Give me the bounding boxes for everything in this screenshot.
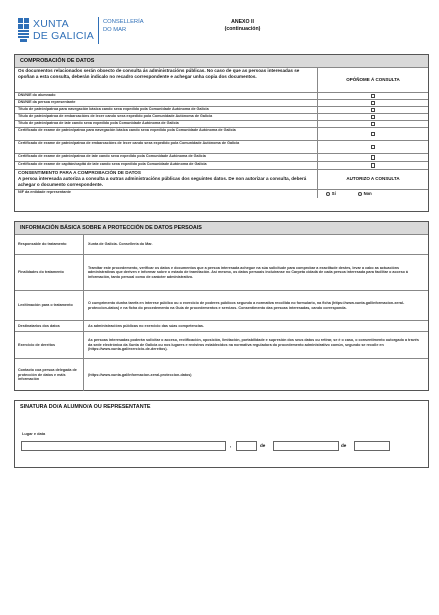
data-protection-section: [14, 221, 429, 391]
xunta-logo: [17, 17, 177, 47]
authorize-column-header: AUTORIZO A CONSULTA: [317, 170, 428, 189]
verification-row: [15, 153, 428, 161]
privacy-row-value: O cumprimento dunha tarefa en interese público ou o exercicio de poderes públicos segundo a normativa recollida no formulario, na ficha (https://www.xunta.gal/informacion-xeral-proteccion-datos) e na ficha do procedemento na Guía de procedementos e servizos. Consentimento das persoas interesadas, cando corresponda.: [83, 291, 428, 320]
logo-line-2: DE GALICIA: [33, 30, 94, 42]
logo-divider: [98, 17, 99, 44]
privacy-row: [15, 358, 428, 391]
consent-block: [15, 170, 317, 189]
consent-item-label: NIF da entidade representante: [18, 190, 71, 195]
oppose-column-header: OPÓÑOME Á CONSULTA: [317, 68, 428, 92]
privacy-row: [15, 290, 428, 320]
oppose-checkbox[interactable]: [371, 155, 376, 160]
verification-item-label: Certificado de exame de patrón/patroa para navegación básica cando sexa expedido pola Comunidade Autónoma de Galicia: [18, 128, 236, 133]
consent-title: CONSENTIMENTO PARA A COMPROBACIÓN DE DATOS: [18, 170, 141, 176]
oppose-checkbox[interactable]: [371, 163, 376, 168]
section-title: COMPROBACIÓN DE DATOS: [15, 55, 428, 67]
day-input[interactable]: [236, 441, 257, 451]
consent-text: A persoa interesada autoriza a consulta a outras administracións públicas dos seguintes datos. De non autorizar a consulta, deberá achegar o documento correspondente.: [18, 175, 307, 187]
privacy-row-label: Exercicio de dereitos: [18, 342, 56, 347]
oppose-checkbox[interactable]: [371, 94, 376, 99]
privacy-row-label: Destinatarios dos datos: [18, 323, 60, 328]
privacy-row-value: Xunta de Galicia. Consellería do Mar.: [83, 235, 428, 254]
xunta-emblem-icon: [17, 17, 31, 43]
verification-row: [15, 113, 428, 120]
signature-title: SINATURA DO/A ALUMNO/A OU REPRESENTANTE: [20, 404, 151, 410]
verification-row: [15, 106, 428, 113]
signature-section: [14, 400, 429, 468]
year-input[interactable]: [354, 441, 390, 451]
verification-row: [15, 140, 428, 153]
authorize-options: [317, 190, 428, 198]
verification-item-label: Certificado de exame de patrón/patroa de embarcacións de lecer cando sexa expedido pola Comunidade Autónoma de Galicia: [18, 141, 240, 146]
dept-line-2: DO MAR: [103, 27, 127, 33]
privacy-row-label: Lexitimación para o tratamento: [18, 303, 73, 308]
logo-line-1: XUNTA: [33, 18, 69, 30]
authorize-yes-label: Sí: [331, 190, 336, 196]
place-input[interactable]: [21, 441, 226, 451]
dept-line-1: CONSELLERÍA: [103, 19, 144, 25]
privacy-row-label: Contacto coa persoa delegada de protección de datos e máis información: [18, 368, 77, 382]
privacy-row-value: As administracións públicas no exercicio das súas competencias.: [83, 321, 428, 331]
authorize-no-label: Non: [363, 190, 372, 196]
privacy-row: [15, 331, 428, 358]
oppose-checkbox[interactable]: [371, 132, 376, 137]
verification-row: [15, 127, 428, 140]
verification-intro: Os documentos relacionados serán obxecto de consulta ás administracións públicas. No caso de que as persoas interesadas se opoñan a esta consulta, deberán indicalo no recadro correspondente e achegar unha copia dos documentos.: [18, 68, 300, 79]
verification-item-label: Certificado de exame de capitán/capitá de iate cando sexa expedido pola Comunidade Autónoma de Galicia: [18, 162, 207, 167]
oppose-checkbox[interactable]: [371, 101, 376, 106]
verification-row: [15, 99, 428, 106]
annex-subtitle: (continuación): [224, 26, 261, 32]
verification-header-row: [15, 67, 428, 92]
annex-heading: [195, 19, 290, 33]
verification-item-label: Título de patrón/patroa para navegación básica cando sexa expedido pola Comunidade Autónoma de Galicia: [18, 107, 209, 112]
consent-header-row: [15, 169, 428, 189]
oppose-checkbox[interactable]: [371, 122, 376, 127]
verification-row: [15, 92, 428, 99]
verification-item-label: Certificado de exame de patrón/patroa de iate cando sexa expedido pola Comunidade Autónoma de Galicia: [18, 154, 206, 159]
verification-item-label: DNI/NIE da persoa representante: [18, 100, 76, 105]
month-input[interactable]: [273, 441, 339, 451]
privacy-row: [15, 234, 428, 254]
place-date-label: Lugar e data: [22, 431, 46, 436]
verification-row: [15, 161, 428, 169]
privacy-row: [15, 254, 428, 290]
authorize-no-radio[interactable]: [358, 192, 362, 196]
comma-separator: ,: [230, 443, 232, 448]
verification-item-label: Título de patrón/patroa de iate cando sexa expedido pola Comunidade Autónoma de Galicia: [18, 121, 179, 126]
privacy-row-label: Responsable do tratamento: [18, 242, 67, 247]
oppose-checkbox[interactable]: [371, 115, 376, 120]
verification-item-label: Título de patrón/patroa de embarcacións de lecer cando sexa expedido pola Comunidade Autónoma de Galicia: [18, 114, 213, 119]
oppose-checkbox[interactable]: [371, 108, 376, 113]
privacy-row: [15, 320, 428, 331]
annex-title: ANEXO II: [231, 19, 254, 25]
verification-row: [15, 120, 428, 127]
privacy-row-value: (https://www.xunta.gal/informacion-xeral-proteccion-datos): [83, 359, 428, 391]
privacy-row-label: Finalidades do tratamento: [18, 270, 64, 275]
consent-row: [15, 189, 428, 198]
privacy-row-value: Tramitar este procedemento, verificar os datos e documentos que a persoa interesada achegue na súa solicitude para comprobar a exactitude destes, levar a cabo as actuacións administrativas que deriven e informar sobre o estado de tramitación. Así mesmo, os datos persoais incluiranse no Carpeta cidadá de cada persoa interesada para facilitar o acceso á información, tanto persoal como de carácter administrativo.: [83, 255, 428, 290]
de-separator-2: de: [341, 443, 347, 448]
de-separator-1: de: [260, 443, 266, 448]
authorize-yes-radio[interactable]: [326, 192, 330, 196]
oppose-checkbox[interactable]: [371, 145, 376, 150]
section-title: INFORMACIÓN BÁSICA SOBRE A PROTECCIÓN DE DATOS PERSOAIS: [15, 222, 428, 234]
privacy-row-value: As persoas interesadas poderán solicitar o acceso, rectificación, oposición, limitación, portabilidade e supresión dos seus datos ou retirar, se é o caso, o consentimento outorgado a través da sede electrónica da Xunta de Galicia ou nos lugares e rexistros establecidos na normativa reguladora do procedemento administrativo común, segundo se recolle en (https://www.xunta.gal/exercicio-de-dereitos).: [83, 332, 428, 358]
verification-item-label: DNI/NIE do alumnado: [18, 93, 56, 98]
data-verification-section: [14, 54, 429, 212]
